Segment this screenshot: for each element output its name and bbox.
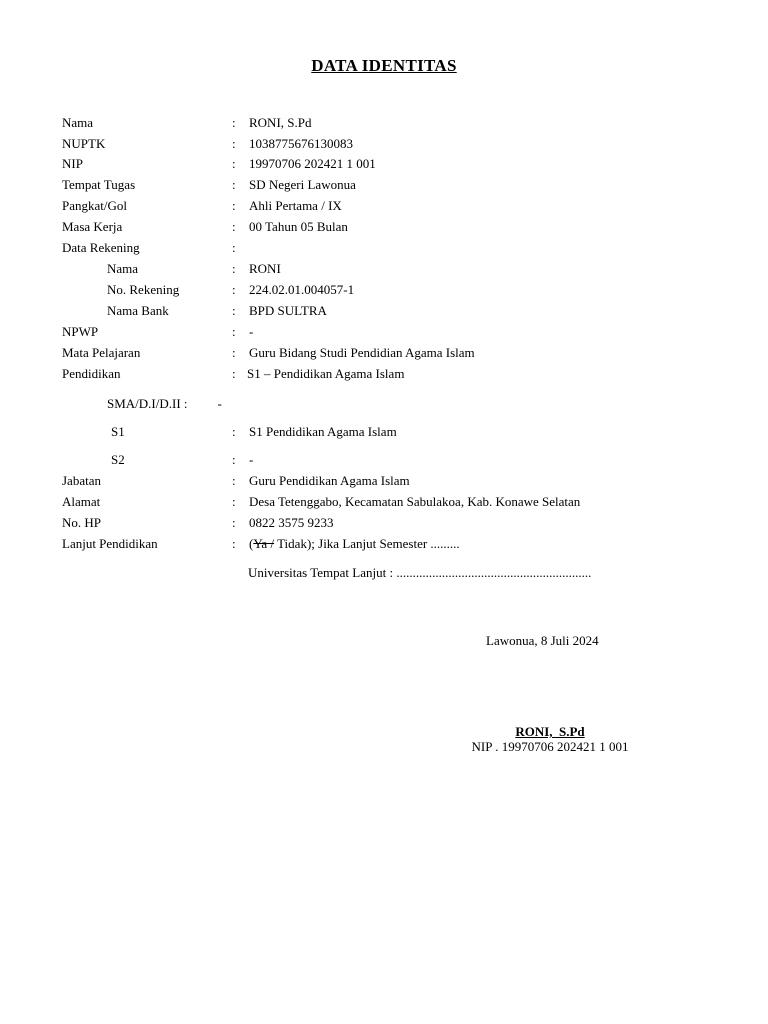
field-label: No. HP	[62, 515, 102, 530]
field-label: No. Rekening	[107, 282, 180, 297]
field-label: NIP	[62, 156, 83, 171]
field-label: S2	[111, 452, 125, 467]
field-label-text: SMA/D.I/D.II :	[107, 396, 188, 411]
field-label: Data Rekening	[62, 240, 140, 255]
field-colon: :	[232, 115, 236, 130]
field-label: Nama	[62, 115, 94, 130]
field-row-lanjut-pendidikan	[0, 534, 768, 554]
field-colon: :	[232, 473, 236, 488]
field-value: -	[249, 324, 254, 339]
field-label: Pangkat/Gol	[62, 198, 127, 213]
universitas-line: Universitas Tempat Lanjut : ............................................................	[248, 565, 592, 580]
field-row-pangkat-gol	[0, 196, 768, 216]
field-colon: :	[232, 424, 236, 439]
field-value: Guru Bidang Studi Pendidian Agama Islam	[249, 345, 475, 360]
field-label: Alamat	[62, 494, 101, 509]
field-colon: :	[232, 452, 236, 467]
field-colon: :	[232, 366, 236, 381]
field-value: Ahli Pertama / IX	[249, 198, 342, 213]
struck-option: Ya /	[253, 536, 275, 551]
field-colon: :	[232, 303, 236, 318]
lanjut-rest: Tidak); Jika Lanjut Semester .........	[274, 536, 460, 551]
field-row-nuptk	[0, 134, 768, 154]
field-value: 00 Tahun 05 Bulan	[249, 219, 348, 234]
field-value: -	[217, 396, 222, 411]
field-value: 0822 3575 9233	[249, 515, 334, 530]
field-colon: :	[232, 198, 236, 213]
paren-open: (	[249, 536, 254, 551]
field-row-data-rekening	[0, 238, 768, 258]
field-colon: :	[232, 494, 236, 509]
field-colon: :	[232, 324, 236, 339]
field-row-no-hp	[0, 513, 768, 533]
field-row-s2	[0, 450, 768, 470]
field-label: Pendidikan	[62, 366, 121, 381]
field-row-no-rekening	[0, 280, 768, 300]
field-colon: :	[232, 536, 236, 551]
field-row-sma	[0, 394, 768, 414]
field-colon: :	[232, 345, 236, 360]
field-colon: :	[232, 515, 236, 530]
field-value: Guru Pendidikan Agama Islam	[249, 473, 410, 488]
document-title: DATA IDENTITAS	[311, 56, 457, 75]
field-label: Nama Bank	[107, 303, 169, 318]
field-label: Mata Pelajaran	[62, 345, 141, 360]
field-colon: :	[232, 156, 236, 171]
field-label	[107, 394, 222, 414]
field-row-pendidikan	[0, 364, 768, 384]
field-row-masa-kerja	[0, 217, 768, 237]
field-value: RONI, S.Pd	[249, 115, 312, 130]
field-row-s1	[0, 422, 768, 442]
field-value: Desa Tetenggabo, Kecamatan Sabulakoa, Kab. Konawe Selatan	[249, 494, 581, 509]
field-value: S1 Pendidikan Agama Islam	[249, 424, 397, 439]
place-date: Lawonua, 8 Juli 2024	[486, 633, 599, 648]
field-value: RONI	[249, 261, 281, 276]
signature-nip: NIP . 19970706 202421 1 001	[471, 739, 629, 754]
field-label: Tempat Tugas	[62, 177, 136, 192]
field-colon: :	[232, 136, 236, 151]
field-colon: :	[232, 219, 236, 234]
field-value: -	[249, 452, 254, 467]
field-row-tempat-tugas	[0, 175, 768, 195]
field-row-nama	[0, 113, 768, 133]
field-label: NPWP	[62, 324, 99, 339]
field-value: 19970706 202421 1 001	[249, 156, 376, 171]
field-value: 224.02.01.004057-1	[249, 282, 355, 297]
field-colon: :	[232, 261, 236, 276]
field-row-npwp	[0, 322, 768, 342]
signature-name: RONI, S.Pd	[515, 724, 585, 739]
field-row-jabatan	[0, 471, 768, 491]
field-row-rekening-nama	[0, 259, 768, 279]
field-label: S1	[111, 424, 125, 439]
field-value	[249, 534, 460, 554]
field-value: BPD SULTRA	[249, 303, 327, 318]
field-label: NUPTK	[62, 136, 106, 151]
field-value: SD Negeri Lawonua	[249, 177, 356, 192]
field-colon: :	[232, 240, 236, 255]
field-label: Jabatan	[62, 473, 101, 488]
field-colon: :	[232, 282, 236, 297]
field-label: Lanjut Pendidikan	[62, 536, 158, 551]
field-value: 1038775676130083	[249, 136, 353, 151]
field-row-mata-pelajaran	[0, 343, 768, 363]
field-colon: :	[232, 177, 236, 192]
field-label: Masa Kerja	[62, 219, 123, 234]
field-row-nip	[0, 154, 768, 174]
field-row-nama-bank	[0, 301, 768, 321]
field-row-alamat	[0, 492, 768, 512]
field-label: Nama	[107, 261, 139, 276]
field-value: S1 – Pendidikan Agama Islam	[247, 366, 405, 381]
